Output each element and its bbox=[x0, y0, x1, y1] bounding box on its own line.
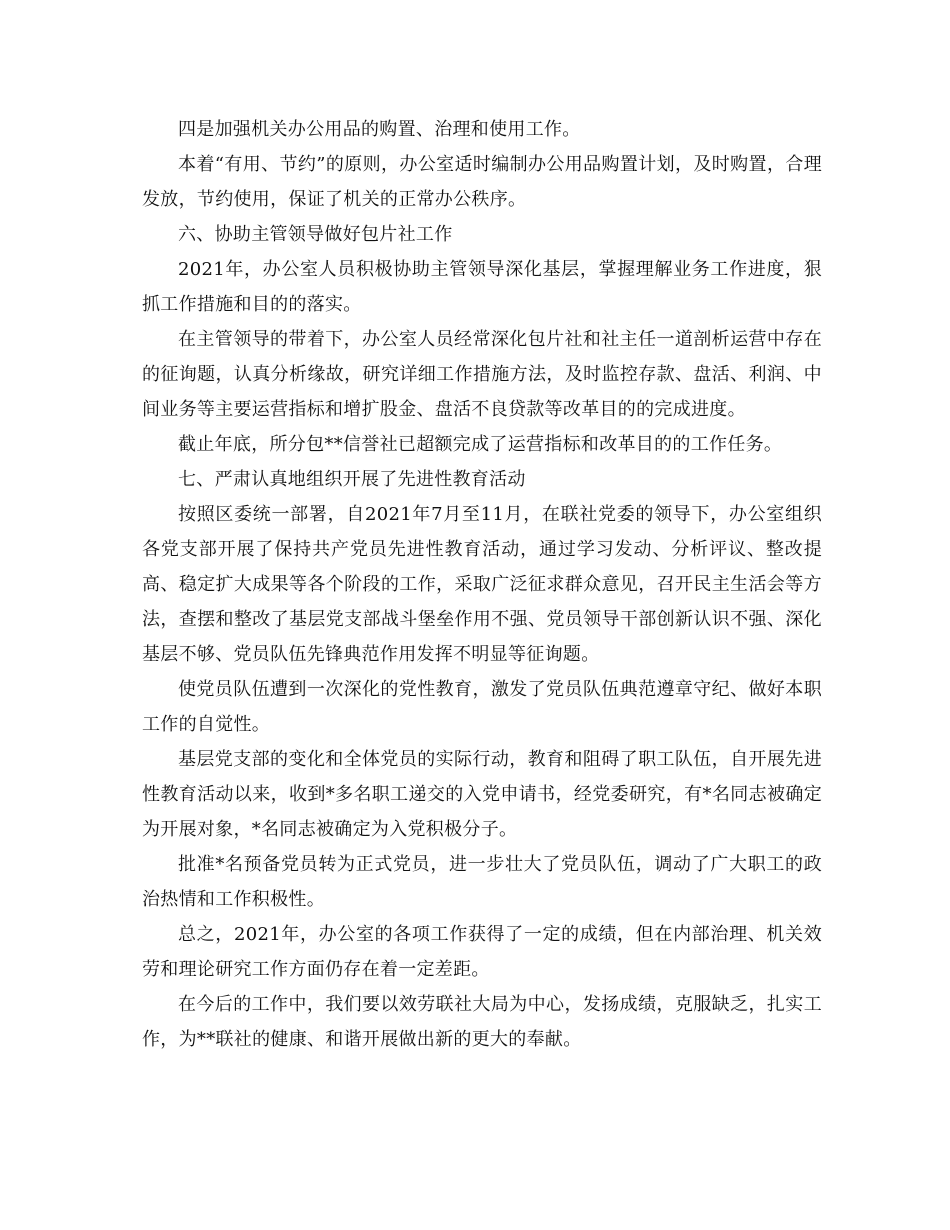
section-heading-six: 六、协助主管领导做好包片社工作 bbox=[178, 224, 453, 245]
document-body bbox=[142, 112, 822, 1057]
paragraph-office-supplies-heading: 四是加强机关办公用品的购置、治理和使用工作。 bbox=[178, 119, 581, 140]
paragraph-assist-leaders: 2021年，办公室人员积极协助主管领导深化基层，掌握理解业务工作进度，狠抓工作措施和目的的落实。 bbox=[142, 259, 822, 315]
paragraph-future-work: 在今后的工作中，我们要以效劳联社大局为中心，发扬成绩，克服缺乏，扎实工作，为**联社的健康、和谐开展做出新的更大的奉献。 bbox=[142, 994, 822, 1050]
paragraph-office-supplies-detail: 本着“有用、节约”的原则，办公室适时编制办公用品购置计划，及时购置，合理发放，节约使用，保证了机关的正常办公秩序。 bbox=[142, 154, 822, 210]
paragraph-education-campaign: 按照区委统一部署，自2021年7月至11月，在联社党委的领导下，办公室组织各党支部开展了保持共产党员先进性教育活动，通过学习发动、分析评议、整改提高、稳定扩大成果等各个阶段的工作，采取广泛征求群众意见，召开民主生活会等方法，查摆和整改了基层党支部战斗堡垒作用不强、党员领导干部创新认识不强、深化基层不够、党员队伍先锋典范作用发挥不明显等征询题。 bbox=[142, 504, 822, 665]
paragraph-field-analysis: 在主管领导的带着下，办公室人员经常深化包片社和社主任一道剖析运营中存在的征询题，认真分析缘故，研究详细工作措施方法，及时监控存款、盘活、利润、中间业务等主要运营指标和增扩股金、盘活不良贷款等改革目的的完成进度。 bbox=[142, 329, 822, 420]
paragraph-member-approval: 批准*名预备党员转为正式党员，进一步壮大了党员队伍，调动了广大职工的政治热情和工作积极性。 bbox=[142, 854, 822, 910]
paragraph-branch-changes: 基层党支部的变化和全体党员的实际行动，教育和阻碍了职工队伍，自开展先进性教育活动以来，收到*多名职工递交的入党申请书，经党委研究，有*名同志被确定为开展对象，*名同志被确定为入党积极分子。 bbox=[142, 749, 822, 840]
paragraph-year-end-result: 截止年底，所分包**信誉社已超额完成了运营指标和改革目的的工作任务。 bbox=[178, 434, 783, 455]
paragraph-party-education: 使党员队伍遭到一次深化的党性教育，激发了党员队伍典范遵章守纪、做好本职工作的自觉性。 bbox=[142, 679, 822, 735]
section-heading-seven: 七、严肃认真地组织开展了先进性教育活动 bbox=[178, 469, 526, 490]
paragraph-summary: 总之，2021年，办公室的各项工作获得了一定的成绩，但在内部治理、机关效劳和理论研究工作方面仍存在着一定差距。 bbox=[142, 924, 822, 980]
